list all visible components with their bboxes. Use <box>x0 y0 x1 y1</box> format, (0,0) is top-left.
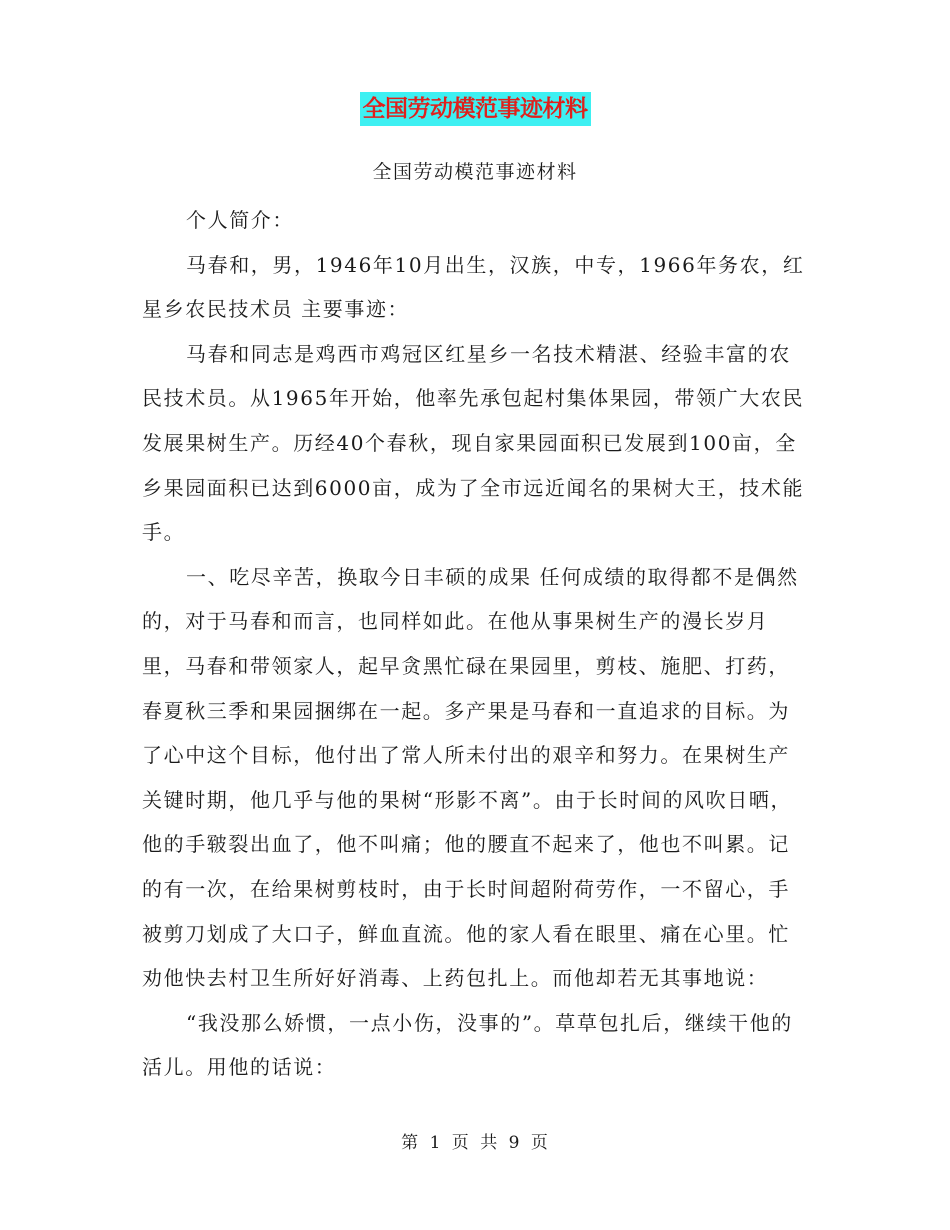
paragraph-quote: “我没那么娇惯，一点小伤，没事的”。草草包扎后，继续干他的活儿。用他的话说： <box>142 1010 793 1080</box>
page-footer: 第 1 页 共 9 页 <box>401 1133 549 1153</box>
banner-title: 全国劳动模范事迹材料 <box>360 92 591 126</box>
paragraph-profile: 马春和，男，1946年10月出生，汉族，中专，1966年务农，红星乡农民技术员 主要事迹： <box>142 252 805 322</box>
document-body <box>142 198 808 1090</box>
paragraph-summary: 马春和同志是鸡西市鸡冠区红星乡一名技术精湛、经验丰富的农民技术员。从1965年开始，他率先承包起村集体果园，带领广大农民发展果树生产。历经40个春秋，现自家果园面积已发展到100亩，全乡果园面积已达到6000亩，成为了全市远近闻名的果树大王，技术能手。 <box>142 341 805 545</box>
paragraph-intro-heading: 个人简介： <box>186 208 294 232</box>
document-subtitle: 全国劳动模范事迹材料 <box>372 161 578 183</box>
paragraph-section-one: 一、吃尽辛苦，换取今日丰硕的成果 任何成绩的取得都不是偶然的，对于马春和而言，也同样如此。在他从事果树生产的漫长岁月里，马春和带领家人，起早贪黑忙碌在果园里，剪枝、施肥、打药，春夏秋三季和果园捆绑在一起。多产果是马春和一直追求的目标。为了心中这个目标，他付出了常人所未付出的艰辛和努力。在果树生产关键时期，他几乎与他的果树“形影不离”。由于长时间的风吹日晒，他的手皲裂出血了，他不叫痛；他的腰直不起来了，他也不叫累。记的有一次，在给果树剪枝时，由于长时间超附荷劳作，一不留心，手被剪刀划成了大口子，鲜血直流。他的家人看在眼里、痛在心里。忙劝他快去村卫生所好好消毒、上药包扎上。而他却若无其事地说： <box>142 564 799 991</box>
document-banner <box>0 92 950 126</box>
